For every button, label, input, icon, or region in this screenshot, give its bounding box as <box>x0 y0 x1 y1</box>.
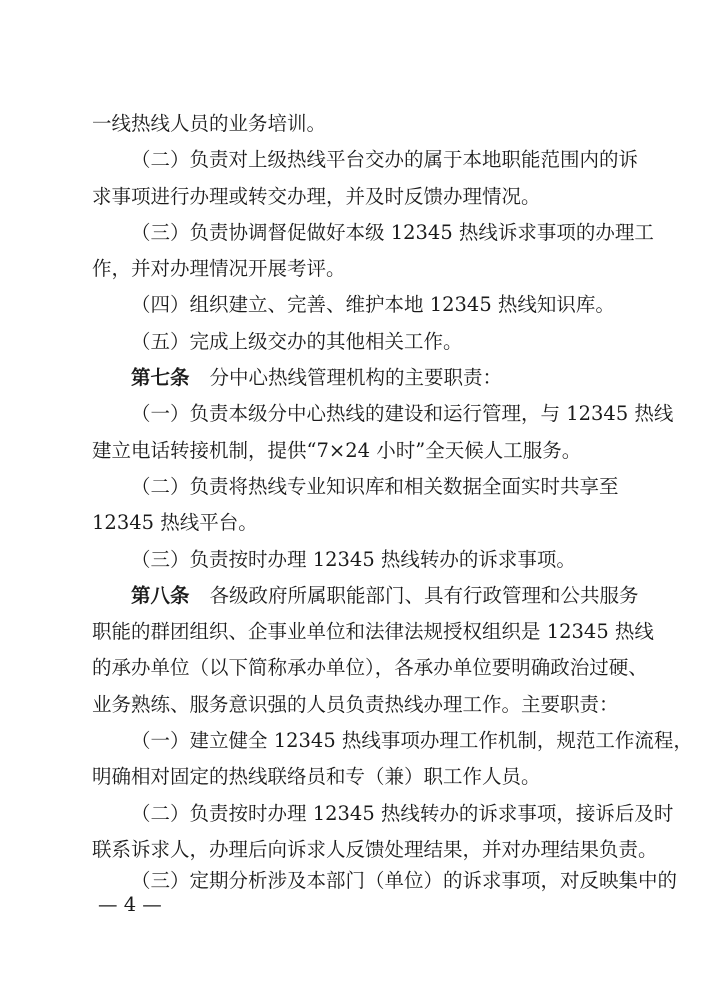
text-line <box>131 218 654 248</box>
line-text: 联系诉求人，办理后向诉求人反馈处理结果，并对办理结果负责。 <box>92 838 658 861</box>
line-text: （三）负责按时办理 12345 热线转办的诉求事项。 <box>131 548 576 571</box>
line-text: 职能的群团组织、企事业单位和法律法规授权组织是 12345 热线 <box>92 620 654 643</box>
line-text: 建立电话转接机制，提供“7×24 小时”全天候人工服务。 <box>92 439 582 462</box>
text-line <box>92 254 616 284</box>
line-text: 12345 热线平台。 <box>92 511 258 534</box>
line-text: 业务熟练、服务意识强的人员负责热线办理工作。主要职责： <box>92 693 619 716</box>
text-line <box>131 726 693 756</box>
line-text: （三）定期分析涉及本部门（单位）的诉求事项，对反映集中的 <box>131 869 678 892</box>
text-line <box>131 399 674 429</box>
text-line <box>92 109 616 139</box>
line-text: 分中心热线管理机构的主要职责： <box>209 366 503 389</box>
line-text: （二）负责将热线专业知识库和相关数据全面实时共享至 <box>131 475 619 498</box>
line-text: （五）完成上级交办的其他相关工作。 <box>131 330 463 353</box>
line-text: （三）负责协调督促做好本级 12345 热线诉求事项的办理工 <box>131 221 654 244</box>
text-line <box>92 436 616 466</box>
text-line <box>92 182 616 212</box>
line-text: （四）组织建立、完善、维护本地 12345 热线知识库。 <box>131 293 615 316</box>
text-line <box>131 145 639 175</box>
line-text: 各级政府所属职能部门、具有行政管理和公共服务 <box>209 584 639 607</box>
article-heading-line <box>131 581 639 611</box>
text-line <box>92 508 616 538</box>
line-text: 的承办单位（以下简称承办单位），各承办单位要明确政治过硬、 <box>92 656 648 679</box>
text-line <box>131 799 674 829</box>
article-heading-line <box>131 363 616 393</box>
text-line <box>92 653 648 683</box>
text-line <box>131 327 616 357</box>
line-text: （二）负责对上级热线平台交办的属于本地职能范围内的诉 <box>131 148 639 171</box>
line-text: （一）建立健全 12345 热线事项办理工作机制，规范工作流程， <box>131 729 693 752</box>
text-line <box>92 762 616 792</box>
article-label: 第七条 <box>131 366 190 389</box>
line-text: 求事项进行办理或转交办理，并及时反馈办理情况。 <box>92 185 541 208</box>
line-text: 明确相对固定的热线联络员和专（兼）职工作人员。 <box>92 765 541 788</box>
text-line <box>131 545 616 575</box>
text-line <box>92 690 619 720</box>
page-number: — 4 — <box>98 893 162 916</box>
line-text: 作，并对办理情况开展考评。 <box>92 257 346 280</box>
text-line <box>131 472 619 502</box>
text-line <box>92 617 654 647</box>
line-text: （二）负责按时办理 12345 热线转办的诉求事项，接诉后及时 <box>131 802 674 825</box>
line-text: 一线热线人员的业务培训。 <box>92 112 327 135</box>
line-text: （一）负责本级分中心热线的建设和运行管理，与 12345 热线 <box>131 402 674 425</box>
text-line <box>131 866 678 896</box>
article-label: 第八条 <box>131 584 190 607</box>
text-line <box>92 835 658 865</box>
text-line <box>131 290 616 320</box>
